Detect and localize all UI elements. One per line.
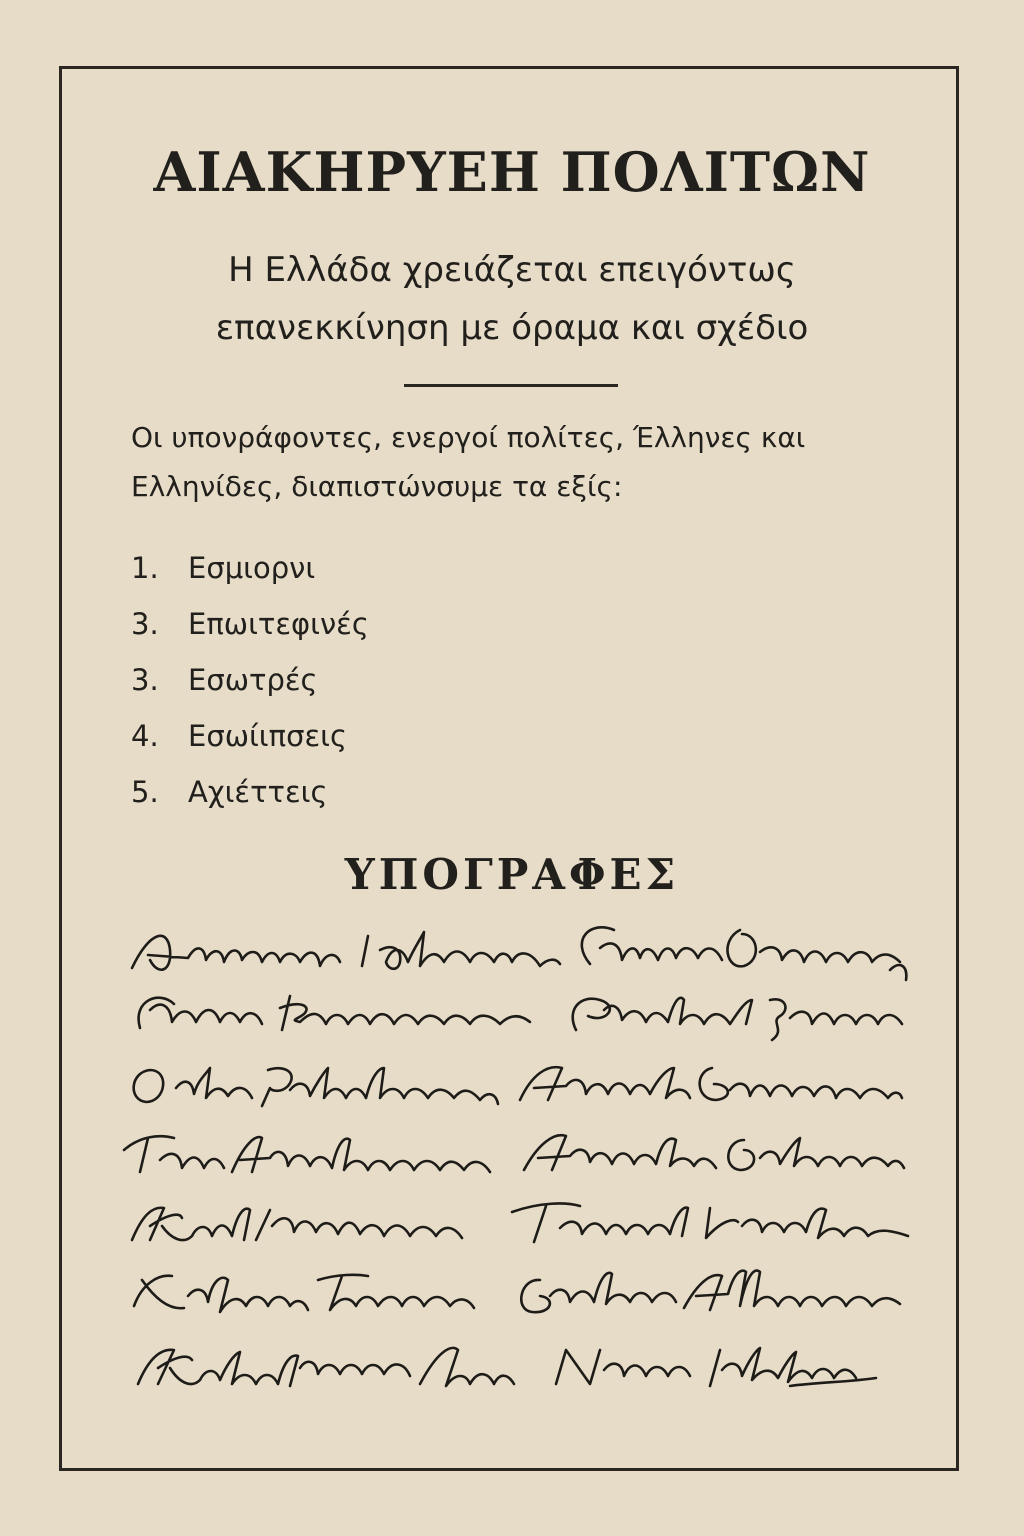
intro-line-1: Οι υπονράφοντες, ενεργοί πολίτες, Έλληνες και <box>131 421 806 454</box>
signature-11 <box>134 1275 474 1312</box>
signature-5 <box>134 1068 498 1106</box>
signature-1 <box>132 932 560 970</box>
list-item-text: Αχιέττεις <box>188 775 328 809</box>
subtitle-line-1: Η Ελλάδα χρειάζεται επειγόντως <box>228 250 796 290</box>
list-item-number: 1. <box>131 551 159 585</box>
list-item-text: Επωιτεφινές <box>188 607 369 641</box>
list-item-number: 3. <box>131 663 159 697</box>
list-item-text: Εσωίιπσεις <box>188 719 347 753</box>
signature-9 <box>132 1208 462 1240</box>
list-item-number: 3. <box>131 607 159 641</box>
signature-6 <box>520 1067 902 1100</box>
signature-3 <box>139 996 530 1030</box>
signature-12 <box>521 1271 900 1313</box>
signature-14 <box>556 1348 876 1386</box>
signatures-heading: ΥΠΟΓΡΑΦΕΣ <box>344 850 680 899</box>
subtitle-line-2: επανεκκίνηση με όραμα και σχέδιο <box>215 308 809 348</box>
list-item-text: Εσμιορνι <box>188 551 316 585</box>
signature-4 <box>573 998 902 1040</box>
signature-7 <box>124 1136 490 1172</box>
signature-2 <box>582 927 906 980</box>
list-item-text: Εσωτρές <box>188 663 318 697</box>
intro-line-2: Ελληνίδες, διαπιστώνσυμε τα εξίς: <box>131 470 623 503</box>
list-item-number: 5. <box>131 775 159 809</box>
document-title: ΑΙΑΚΗΡΥΕΗ ΠΟΛΙΤΩΝ <box>153 140 871 204</box>
list-item-number: 4. <box>131 719 159 753</box>
signature-13 <box>138 1348 514 1386</box>
signature-8 <box>524 1135 904 1170</box>
signature-10 <box>512 1204 908 1242</box>
